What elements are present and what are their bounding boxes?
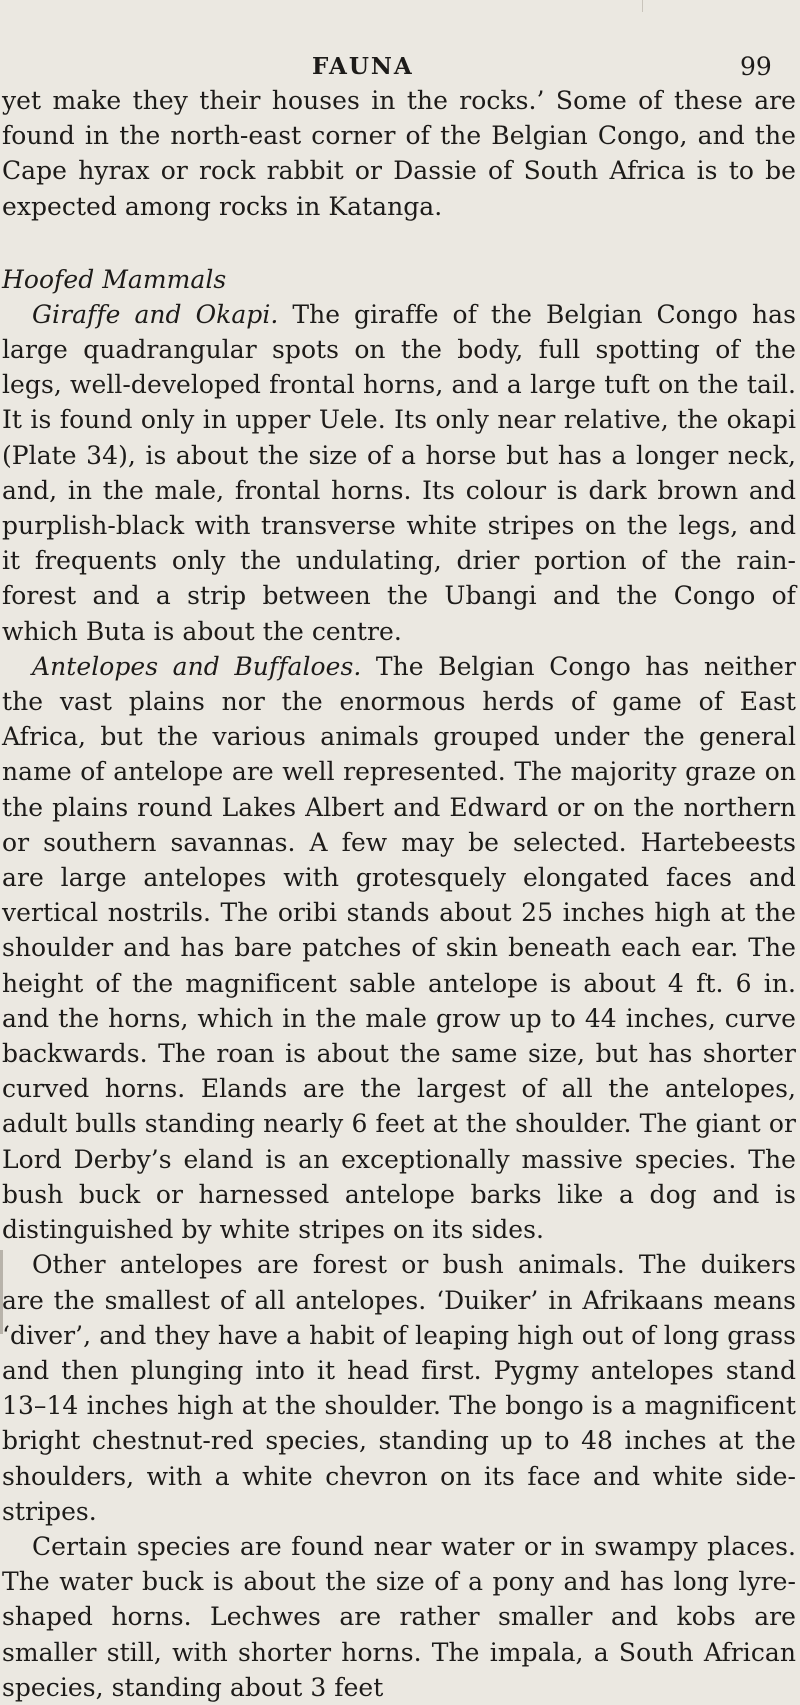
paragraph-text-giraffe: The giraffe of the Belgian Congo has large quadrangular spots on the body, full spotting of the legs, well-developed frontal horns, and a large tuft on the tail. It is found only in upper Uele. Its only near relative, the okapi (Plate 34), is about the size of a horse but has a longer neck, and, in the male, frontal horns. Its colour is dark brown and purplish-black with transverse white stripes on the legs, and it frequents only the undulating, drier portion of the rain-forest and a strip between the Ubangi and the Congo of which Buta is about the centre. [2, 299, 796, 646]
section-heading: Hoofed Mammals [2, 264, 227, 294]
running-head [0, 50, 800, 84]
running-title: FAUNA [312, 53, 414, 80]
page-number: 99 [740, 52, 772, 81]
paragraph-lead-giraffe: Giraffe and Okapi. [32, 299, 279, 329]
scan-edge-mark [642, 0, 643, 12]
paragraph-continuation: yet make they their houses in the rocks.’ Some of these are found in the north-east corner of the Belgian Congo, and the Cape hyrax or rock rabbit or Dassie of South Africa is to be expected among rocks in Katanga. [2, 86, 796, 221]
paragraph-text-antelopes: The Belgian Congo has neither the vast plains nor the enormous herds of game of East Africa, but the various animals grouped under the general name of antelope are well represented. The majority graze on the plains round Lakes Albert and Edward or on the northern or southern savannas. A few may be selected. Hartebeests are large antelopes with grotesquely elongated faces and vertical nostrils. The oribi stands about 25 inches high at the shoulder and has bare patches of skin beneath each ear. The height of the magnificent sable antelope is about 4 ft. 6 in. and the horns, which in the male grow up to 44 inches, curve backwards. The roan is about the same size, but has shorter curved horns. Elands are the largest of all the antelopes, adult bulls standing nearly 6 feet at the shoulder. The giant or Lord Derby’s eland is an exceptionally massive species. The bush buck or harnessed antelope barks like a dog and is distinguished by white stripes on its sides. [2, 651, 796, 1245]
paragraph-antelopes-buffaloes [2, 649, 796, 1247]
paragraph-lead-antelopes: Antelopes and Buffaloes. [32, 651, 362, 681]
page-body [2, 83, 796, 1705]
paragraph-giraffe-okapi [2, 297, 796, 649]
paragraph-water-antelopes: Certain species are found near water or in swampy places. The water buck is about the size of a pony and has long lyre-shaped horns. Lechwes are rather smaller and kobs are smaller still, with shorter horns. The impala, a South African species, standing about 3 feet [2, 1531, 796, 1702]
paragraph-forest-antelopes: Other antelopes are forest or bush animals. The duikers are the smallest of all antelopes. ‘Duiker’ in Afrikaans means ‘diver’, and they have a habit of leaping high out of long grass and then plunging into it head first. Pygmy antelopes stand 13–14 inches high at the shoulder. The bongo is a magnificent bright chestnut-red species, standing up to 48 inches at the shoulders, with a white chevron on its face and white side-stripes. [2, 1250, 796, 1526]
